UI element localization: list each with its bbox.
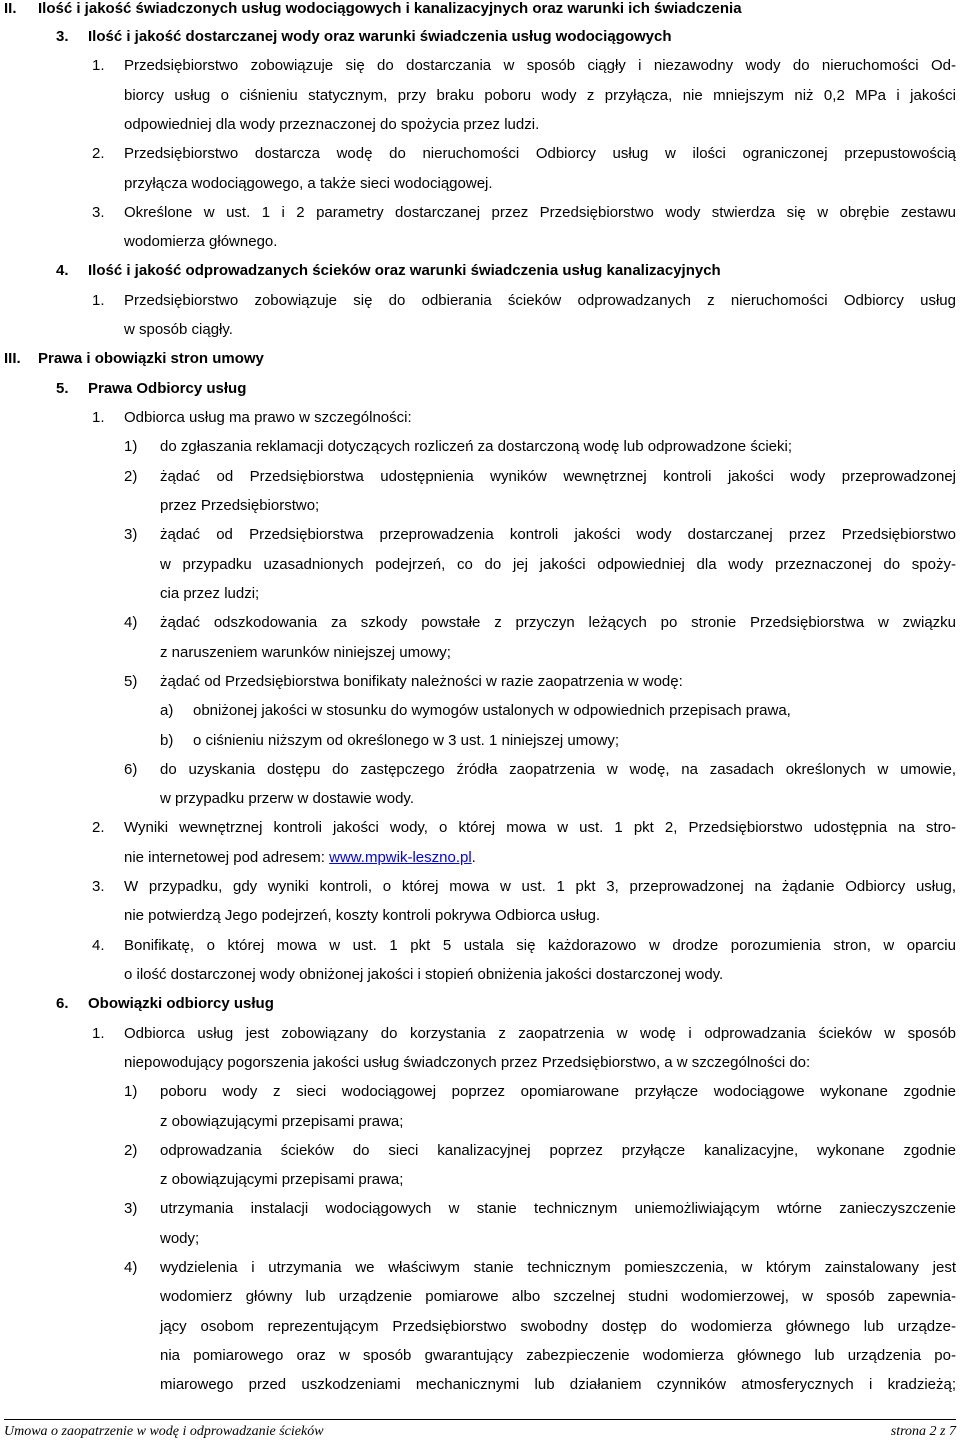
p3-item-1-line-1: Przedsiębiorstwo zobowiązuje się do dostarczania w sposób ciągły i niezawodny wody do nieruchomości Od- (124, 57, 956, 74)
p3-item-3-number: 3. (92, 204, 105, 221)
p6-item-1-line-2: niepowodujący pogorszenia jakości usług świadczonych przez Przedsiębiorstwo, a w szczególności do: (124, 1054, 811, 1071)
p5-sub-1-line-1: do zgłaszania reklamacji dotyczących rozliczeń za dostarczoną wodę lub odprowadzone ścieki; (160, 438, 792, 455)
p5-item-4-line-1: Bonifikatę, o której mowa w ust. 1 pkt 5 ustala się każdorazowo w drodze porozumienia stron, w oparciu (124, 937, 956, 954)
p6-sub-3-line-1: utrzymania instalacji wodociągowych w stanie technicznym uniemożliwiającym wtórne zanieczyszczenie (160, 1200, 956, 1217)
paragraph-5-title: Prawa Odbiorcy usług (88, 380, 247, 397)
p5-sub-6-line-2: w przypadku przerw w dostawie wody. (160, 790, 414, 807)
section-3-number: III. (4, 350, 21, 367)
p5-sub-1-number: 1) (124, 438, 138, 455)
p5-sub-5-a-number: a) (160, 702, 174, 719)
p5-item-2-line-2 (124, 849, 476, 867)
p6-sub-4-line-3: jący osobom reprezentującym Przedsiębiorstwo swobodny dostęp do wodomierza głównego lub urządze- (160, 1318, 956, 1335)
p3-item-2-line-2: przyłącza wodociągowego, a także sieci wodociągowej. (124, 175, 493, 192)
footer-divider (4, 1419, 956, 1420)
p5-sub-3-line-2: w przypadku uzasadnionych podejrzeń, co do jej jakości odpowiedniej dla wody przeznaczonej do spoży- (160, 556, 956, 573)
p6-sub-1-number: 1) (124, 1083, 138, 1100)
section-3-title: Prawa i obowiązki stron umowy (38, 350, 264, 367)
p5-sub-6-number: 6) (124, 761, 138, 778)
p6-sub-4-line-5: miarowego przed uszkodzeniami mechanicznymi lub działaniem czynników atmosferycznych i kradzieżą; (160, 1376, 956, 1393)
p5-sub-2-line-1: żądać od Przedsiębiorstwa udostępnienia wyników wewnętrznej kontroli jakości wody przeprowadzonej (160, 468, 956, 485)
p5-sub-5-b-line-1: o ciśnieniu niższym od określonego w 3 ust. 1 niniejszej umowy; (193, 732, 620, 749)
p5-item-3-number: 3. (92, 878, 105, 895)
p5-sub-6-line-1: do uzyskania dostępu do zastępczego źródła zaopatrzenia w wodę, na zasadach określonych w umowie, (160, 761, 956, 778)
p6-sub-2-number: 2) (124, 1142, 138, 1159)
p6-item-1-line-1: Odbiorca usług jest zobowiązany do korzystania z zaopatrzenia w wodę i odprowadzania ścieków w sposób (124, 1025, 956, 1042)
p5-sub-2-number: 2) (124, 468, 138, 485)
footer-page-number: strona 2 z 7 (890, 1424, 956, 1439)
p5-sub-5-a-line-1: obniżonej jakości w stosunku do wymogów ustalonych w odpowiednich przepisach prawa, (193, 702, 791, 719)
p5-sub-3-line-3: cia przez ludzi; (160, 585, 260, 602)
paragraph-4-title: Ilość i jakość odprowadzanych ścieków oraz warunki świadczenia usług kanalizacyjnych (88, 262, 721, 279)
p4-item-1-number: 1. (92, 292, 105, 309)
p6-sub-4-line-2: wodomierz główny lub urządzenie pomiarowe albo szczelnej studni wodomierzowej, w sposób zapewnia- (160, 1288, 956, 1305)
p3-item-3-line-1: Określone w ust. 1 i 2 parametry dostarczanej przez Przedsiębiorstwo wody stwierdza się w obrębie zestawu (124, 204, 956, 221)
p6-sub-1-line-2: z obowiązującymi przepisami prawa; (160, 1113, 404, 1130)
p5-item-4-number: 4. (92, 937, 105, 954)
section-2-number: II. (4, 0, 17, 17)
paragraph-3-title: Ilość i jakość dostarczanej wody oraz warunki świadczenia usług wodociągowych (88, 28, 672, 45)
p5-item-3-line-1: W przypadku, gdy wyniki kontroli, o której mowa w ust. 1 pkt 3, przeprowadzonej na żądanie Odbiorcy usług, (124, 878, 956, 895)
p3-item-2-number: 2. (92, 145, 105, 162)
p5-sub-5-b-number: b) (160, 732, 174, 749)
paragraph-3-number: 3. (56, 28, 69, 45)
p3-item-1-number: 1. (92, 57, 105, 74)
p5-sub-4-line-1: żądać odszkodowania za szkody powstałe z przyczyn leżących po stronie Przedsiębiorstwa w związku (160, 614, 956, 631)
p6-sub-2-line-2: z obowiązującymi przepisami prawa; (160, 1171, 404, 1188)
paragraph-6-title: Obowiązki odbiorcy usług (88, 995, 274, 1012)
paragraph-6-number: 6. (56, 995, 69, 1012)
p5-sub-4-line-2: z naruszeniem warunków niniejszej umowy; (160, 644, 451, 661)
section-2-title: Ilość i jakość świadczonych usług wodociągowych i kanalizacyjnych oraz warunki ich świadczenia (38, 0, 742, 17)
p5-sub-3-number: 3) (124, 526, 138, 543)
p4-item-1-line-1: Przedsiębiorstwo zobowiązuje się do odbierania ścieków odprowadzanych z nieruchomości Odbiorcy usług (124, 292, 956, 309)
p5-sub-5-number: 5) (124, 673, 138, 690)
p5-item-1-number: 1. (92, 409, 105, 426)
p3-item-3-line-2: wodomierza głównego. (124, 233, 278, 250)
p5-item-2-line-1: Wyniki wewnętrznej kontroli jakości wody, o której mowa w ust. 1 pkt 2, Przedsiębiorstwo udostępnia na stro- (124, 819, 956, 836)
p6-sub-3-number: 3) (124, 1200, 138, 1217)
p3-item-2-line-1: Przedsiębiorstwo dostarcza wodę do nieruchomości Odbiorcy usług w ilości ograniczonej przepustowością (124, 145, 956, 162)
p6-item-1-number: 1. (92, 1025, 105, 1042)
p4-item-1-line-2: w sposób ciągły. (124, 321, 233, 338)
p5-sub-5-line-1: żądać od Przedsiębiorstwa bonifikaty należności w razie zaopatrzenia w wodę: (160, 673, 683, 690)
p5-item-2-line-2-text: nie internetowej pod adresem: (124, 849, 330, 866)
p3-item-1-line-3: odpowiedniej dla wody przeznaczonej do spożycia przez ludzi. (124, 116, 540, 133)
p6-sub-3-line-2: wody; (160, 1230, 200, 1247)
p5-item-4-line-2: o ilość dostarczonej wody obniżonej jakości i stopień obniżenia jakości dostarczonej wody. (124, 966, 724, 983)
p6-sub-4-line-1: wydzielenia i utrzymania we właściwym stanie technicznym pomieszczenia, w którym zainstalowany jest (160, 1259, 956, 1276)
p5-item-1-line-1: Odbiorca usług ma prawo w szczególności: (124, 409, 412, 426)
p5-item-2-number: 2. (92, 819, 105, 836)
p5-sub-4-number: 4) (124, 614, 138, 631)
p3-item-1-line-2: biorcy usług o ciśnieniu statycznym, przy braku poboru wody z przyłącza, nie mniejszym niż 0,2 MPa i jakości (124, 87, 956, 104)
paragraph-4-number: 4. (56, 262, 69, 279)
paragraph-5-number: 5. (56, 380, 69, 397)
p6-sub-4-line-4: nia pomiarowego oraz w sposób gwarantujący zabezpieczenie wodomierza głównego lub urządzenia po- (160, 1347, 956, 1364)
footer-document-title: Umowa o zaopatrzenie w wodę i odprowadzanie ścieków (4, 1424, 324, 1439)
p6-sub-1-line-1: poboru wody z sieci wodociągowej poprzez opomiarowane przyłącze wodociągowe wykonane zgodnie (160, 1083, 956, 1100)
website-link[interactable]: www.mpwik-leszno.pl (329, 849, 472, 866)
p6-sub-2-line-1: odprowadzania ścieków do sieci kanalizacyjnej poprzez przyłącze kanalizacyjne, wykonane zgodnie (160, 1142, 956, 1159)
p5-item-3-line-2: nie potwierdzą Jego podejrzeń, koszty kontroli pokrywa Odbiorca usług. (124, 907, 601, 924)
p5-item-2-line-2-end: . (471, 849, 476, 866)
p5-sub-3-line-1: żądać od Przedsiębiorstwa przeprowadzenia kontroli jakości wody dostarczanej przez Przedsiębiorstwo (160, 526, 956, 543)
p6-sub-4-number: 4) (124, 1259, 138, 1276)
p5-sub-2-line-2: przez Przedsiębiorstwo; (160, 497, 320, 514)
